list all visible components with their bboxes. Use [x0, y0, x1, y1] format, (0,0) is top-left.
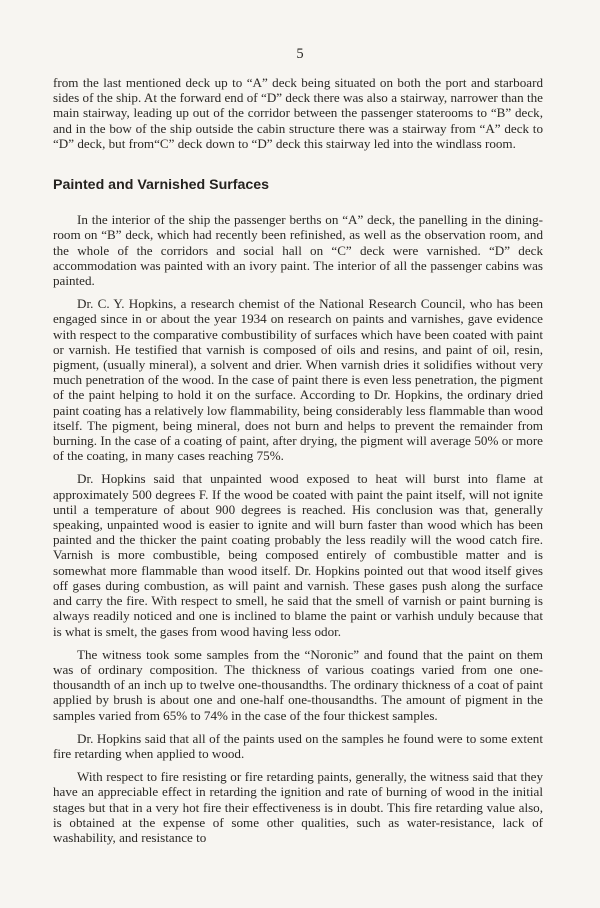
- paragraph-fire-resisting-paints: With respect to fire resisting or fire retarding paints, generally, the witness said that they have an appreciable effect in retarding the ignition and rate of burning of wood in the initial stages but that in a very hot fire their effectiveness is in doubt. This fire retarding value also, is obtained at the expense of some other qualities, such as water-resistance, lack of washability, and resistance to: [53, 769, 543, 845]
- paragraph-fire-retarding-samples: Dr. Hopkins said that all of the paints used on the samples he found were to some extent fire retarding when applied to wood.: [53, 730, 543, 761]
- page-number: 5: [296, 46, 304, 62]
- section-heading: Painted and Varnished Surfaces: [53, 177, 270, 194]
- paragraph-hopkins-testimony: Dr. C. Y. Hopkins, a research chemist of the National Research Council, who has been engaged since in or about the year 1934 on research on paints and varnishes, gave evidence with respect to the comparative combustibility of surfaces which have been coated with paint or varnish. He testified that varnish is composed of oils and resins, and paint of oil, resin, pigment, (usually mineral), a solvent and drier. When varnish dries it solidifies without very much penetration of the wood. In the case of paint there is even less penetration, the pigment of the paint helping to hold it on the surface. According to Dr. Hopkins, the ordinary dried paint coating has a relatively low flammability, being considerably less flammable than wood itself. The pigment, being mineral, does not burn and helps to prevent the remainder from burning. In the case of a coating of paint, after drying, the pigment will average 50% or more of the coating, in many cases reaching 75%.: [53, 296, 543, 464]
- page-body: [53, 75, 543, 853]
- paragraph-ignition-temperatures: Dr. Hopkins said that unpainted wood exposed to heat will burst into flame at approximately 500 degrees F. If the wood be coated with paint the paint itself, will not ignite until a temperature of about 900 degrees is reached. His conclusion was that, generally speaking, unpainted wood is easier to ignite and will burn faster than wood which has been painted and the thicker the paint coating probably the less readily will the wood catch fire. Varnish is more combustible, being composed entirely of combustible matter and is somewhat more flammable than wood itself. Dr. Hopkins pointed out that wood itself gives off gases during combustion, as will paint and varnish. These gases push along the surface and carry the fire. With respect to smell, he said that the smell of varnish or paint burning is always readily noticed and one is inclined to blame the paint or varhish unduly because that is what is smelt, the gases from wood having less odor.: [53, 471, 543, 639]
- intro-paragraph: from the last mentioned deck up to “A” deck being situated on both the port and starboard sides of the ship. At the forward end of “D” deck there was also a stairway, narrower than the main stairway, leading up out of the corridor between the passenger staterooms to “B” deck, and in the bow of the ship outside the cabin structure there was a stairway from “A” deck to “D” deck, but from“C” deck down to “D” deck this stairway led into the windlass room.: [53, 75, 543, 151]
- paragraph-varnished-interiors: In the interior of the ship the passenger berths on “A” deck, the panelling in the dining-room on “B” deck, which had recently been refinished, as well as the observation room, and the whole of the corridors and social hall on “C” deck were varnished. “D” deck accommodation was painted with an ivory paint. The interior of all the passenger cabins was painted.: [53, 212, 543, 289]
- paragraph-noronic-samples: The witness took some samples from the “Noronic” and found that the paint on them was of ordinary composition. The thickness of various coatings varied from one one-thousandth of an inch up to twelve one-thousandths. The ordinary thickness of a coat of paint applied by brush is about one and one-half one-thousandths. The amount of pigment in the samples varied from 65% to 74% in the case of the four thickest samples.: [53, 646, 543, 723]
